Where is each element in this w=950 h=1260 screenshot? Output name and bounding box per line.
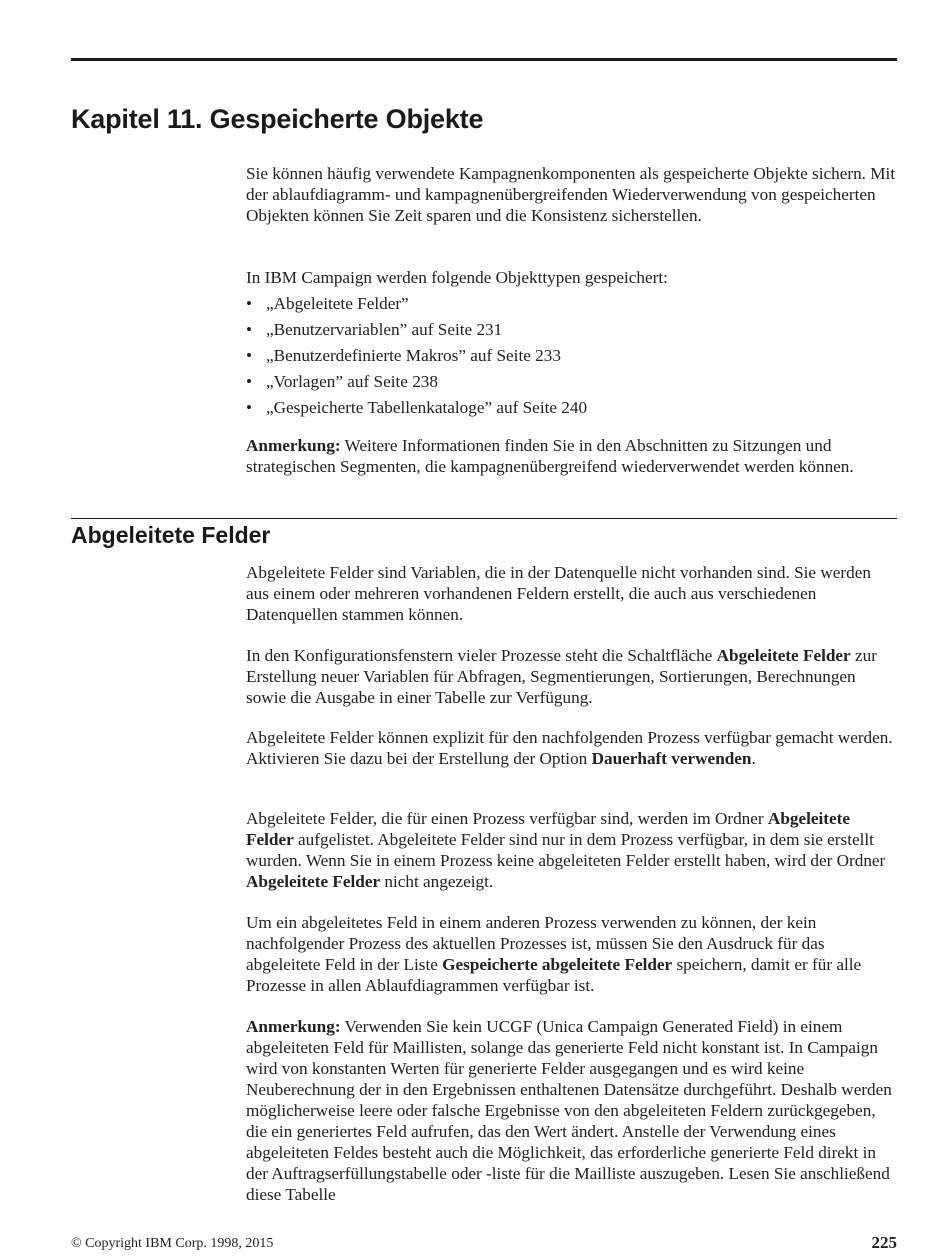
paragraph-text: Abgeleitete Felder, die für einen Prozess verfügbar sind, werden im Ordner: [246, 809, 768, 828]
list-item[interactable]: [246, 293, 898, 319]
list-intro-text: In IBM Campaign werden folgende Objekttypen gespeichert:: [246, 268, 668, 287]
list-item[interactable]: [246, 397, 898, 423]
list-item[interactable]: [246, 319, 898, 345]
bullet-icon: •: [246, 294, 253, 313]
footer-copyright: © Copyright IBM Corp. 1998, 2015: [71, 1236, 274, 1251]
bullet-icon: •: [246, 346, 253, 365]
link-custom-macros[interactable]: „Benutzerdefinierte Makros” auf Seite 233: [266, 346, 561, 365]
paragraph-text: Um ein abgeleitetes Feld in einem anderen Prozess verwenden zu können, der kein nachfolgender Prozess des aktuellen Prozesses ist, müssen Sie den Ausdruck für das abgeleitete Feld in der Liste: [246, 913, 825, 974]
section-paragraph-3: [246, 727, 898, 769]
bullet-icon: •: [246, 372, 253, 391]
note-label: Anmerkung:: [246, 1017, 341, 1036]
bullet-icon: •: [246, 398, 253, 417]
paragraph-text: In den Konfigurationsfenstern vieler Prozesse steht die Schaltfläche: [246, 646, 717, 665]
top-rule: [71, 58, 897, 61]
note-text: Weitere Informationen finden Sie in den Abschnitten zu Sitzungen und strategischen Segmenten, die kampagnenübergreifend wiederverwendet werden können.: [246, 436, 854, 476]
page-number: 225: [871, 1233, 897, 1252]
object-types-list: [246, 293, 898, 423]
paragraph-text: nicht angezeigt.: [380, 872, 494, 891]
section-note: [246, 1016, 898, 1205]
ui-term-derived-fields-button: Abgeleitete Felder: [716, 646, 851, 665]
ui-term-stored-derived-fields: Gespeicherte abgeleitete Felder: [442, 955, 673, 974]
ui-term-derived-fields-folder: Abgeleitete Felder: [246, 809, 850, 849]
chapter-title: Kapitel 11. Gespeicherte Objekte: [71, 104, 484, 134]
section-rule: [71, 518, 897, 519]
paragraph-text: aufgelistet. Abgeleitete Felder sind nur in dem Prozess verfügbar, in dem sie erstellt wurden. Wenn Sie in einem Prozess keine abgeleiteten Felder erstellt haben, wird der Ordner: [246, 830, 886, 870]
paragraph-text: .: [751, 749, 756, 768]
section-paragraph-4: [246, 808, 898, 892]
ui-term-persistent-option: Dauerhaft verwenden: [591, 749, 752, 768]
section-title: Abgeleitete Felder: [71, 522, 271, 548]
list-item[interactable]: [246, 345, 898, 371]
link-table-catalogs[interactable]: „Gespeicherte Tabellenkataloge” auf Seite 240: [266, 398, 588, 417]
note-label: Anmerkung:: [246, 436, 341, 455]
link-user-variables[interactable]: „Benutzervariablen” auf Seite 231: [266, 320, 503, 339]
paragraph-text: zur Erstellung neuer Variablen für Abfragen, Segmentierungen, Sortierungen, Berechnungen sowie die Ausgabe in einer Tabelle zur Verfügung.: [246, 646, 877, 707]
chapter-intro-text: Sie können häufig verwendete Kampagnenkomponenten als gespeicherte Objekte sichern. Mit der ablaufdiagramm- und kampagnenübergreifenden Wiederverwendung von gespeicherten Objekten können Sie Zeit sparen und die Konsistenz sicherstellen.: [246, 164, 896, 225]
link-derived-fields[interactable]: „Abgeleitete Felder”: [266, 294, 409, 313]
section-paragraph-2: [246, 645, 898, 708]
note-text: Verwenden Sie kein UCGF (Unica Campaign Generated Field) in einem abgeleiteten Feld für Maillisten, solange das generierte Feld nicht konstant ist. In Campaign wird von konstanten Werten für generierte Felder ausgegangen und es wird keine Neuberechnung der in den Ergebnissen enthaltenen Datensätze durchgeführt. Deshalb werden möglicherweise leere oder falsche Ergebnisse von den abgeleiteten Feldern zurückgegeben, die ein generiertes Feld aufrufen, das den Wert ändert. Anstelle der Verwendung eines abgeleiteten Feldes besteht auch die Möglichkeit, das erforderliche generierte Feld direkt in der Auftragserfüllungstabelle oder -liste für die Mailliste auszugeben. Lesen Sie anschließend diese Tabelle: [246, 1017, 892, 1204]
paragraph-text: Abgeleitete Felder sind Variablen, die in der Datenquelle nicht vorhanden sind. Sie werden aus einem oder mehreren vorhandenen Feldern erstellt, die auch aus verschiedenen Datenquellen stammen können.: [246, 563, 871, 624]
object-types-block: [246, 267, 898, 423]
paragraph-text: Abgeleitete Felder können explizit für den nachfolgenden Prozess verfügbar gemacht werden. Aktivieren Sie dazu bei der Erstellung der Option: [246, 728, 893, 768]
chapter-note: [246, 435, 898, 477]
link-templates[interactable]: „Vorlagen” auf Seite 238: [266, 372, 438, 391]
section-paragraph-5: [246, 912, 898, 996]
section-paragraph-1: [246, 562, 898, 625]
chapter-intro-paragraph: [246, 163, 898, 226]
bullet-icon: •: [246, 320, 253, 339]
ui-term-derived-fields-folder: Abgeleitete Felder: [246, 872, 381, 891]
list-item[interactable]: [246, 371, 898, 397]
paragraph-text: speichern, damit er für alle Prozesse in allen Ablaufdiagrammen verfügbar ist.: [246, 955, 862, 995]
